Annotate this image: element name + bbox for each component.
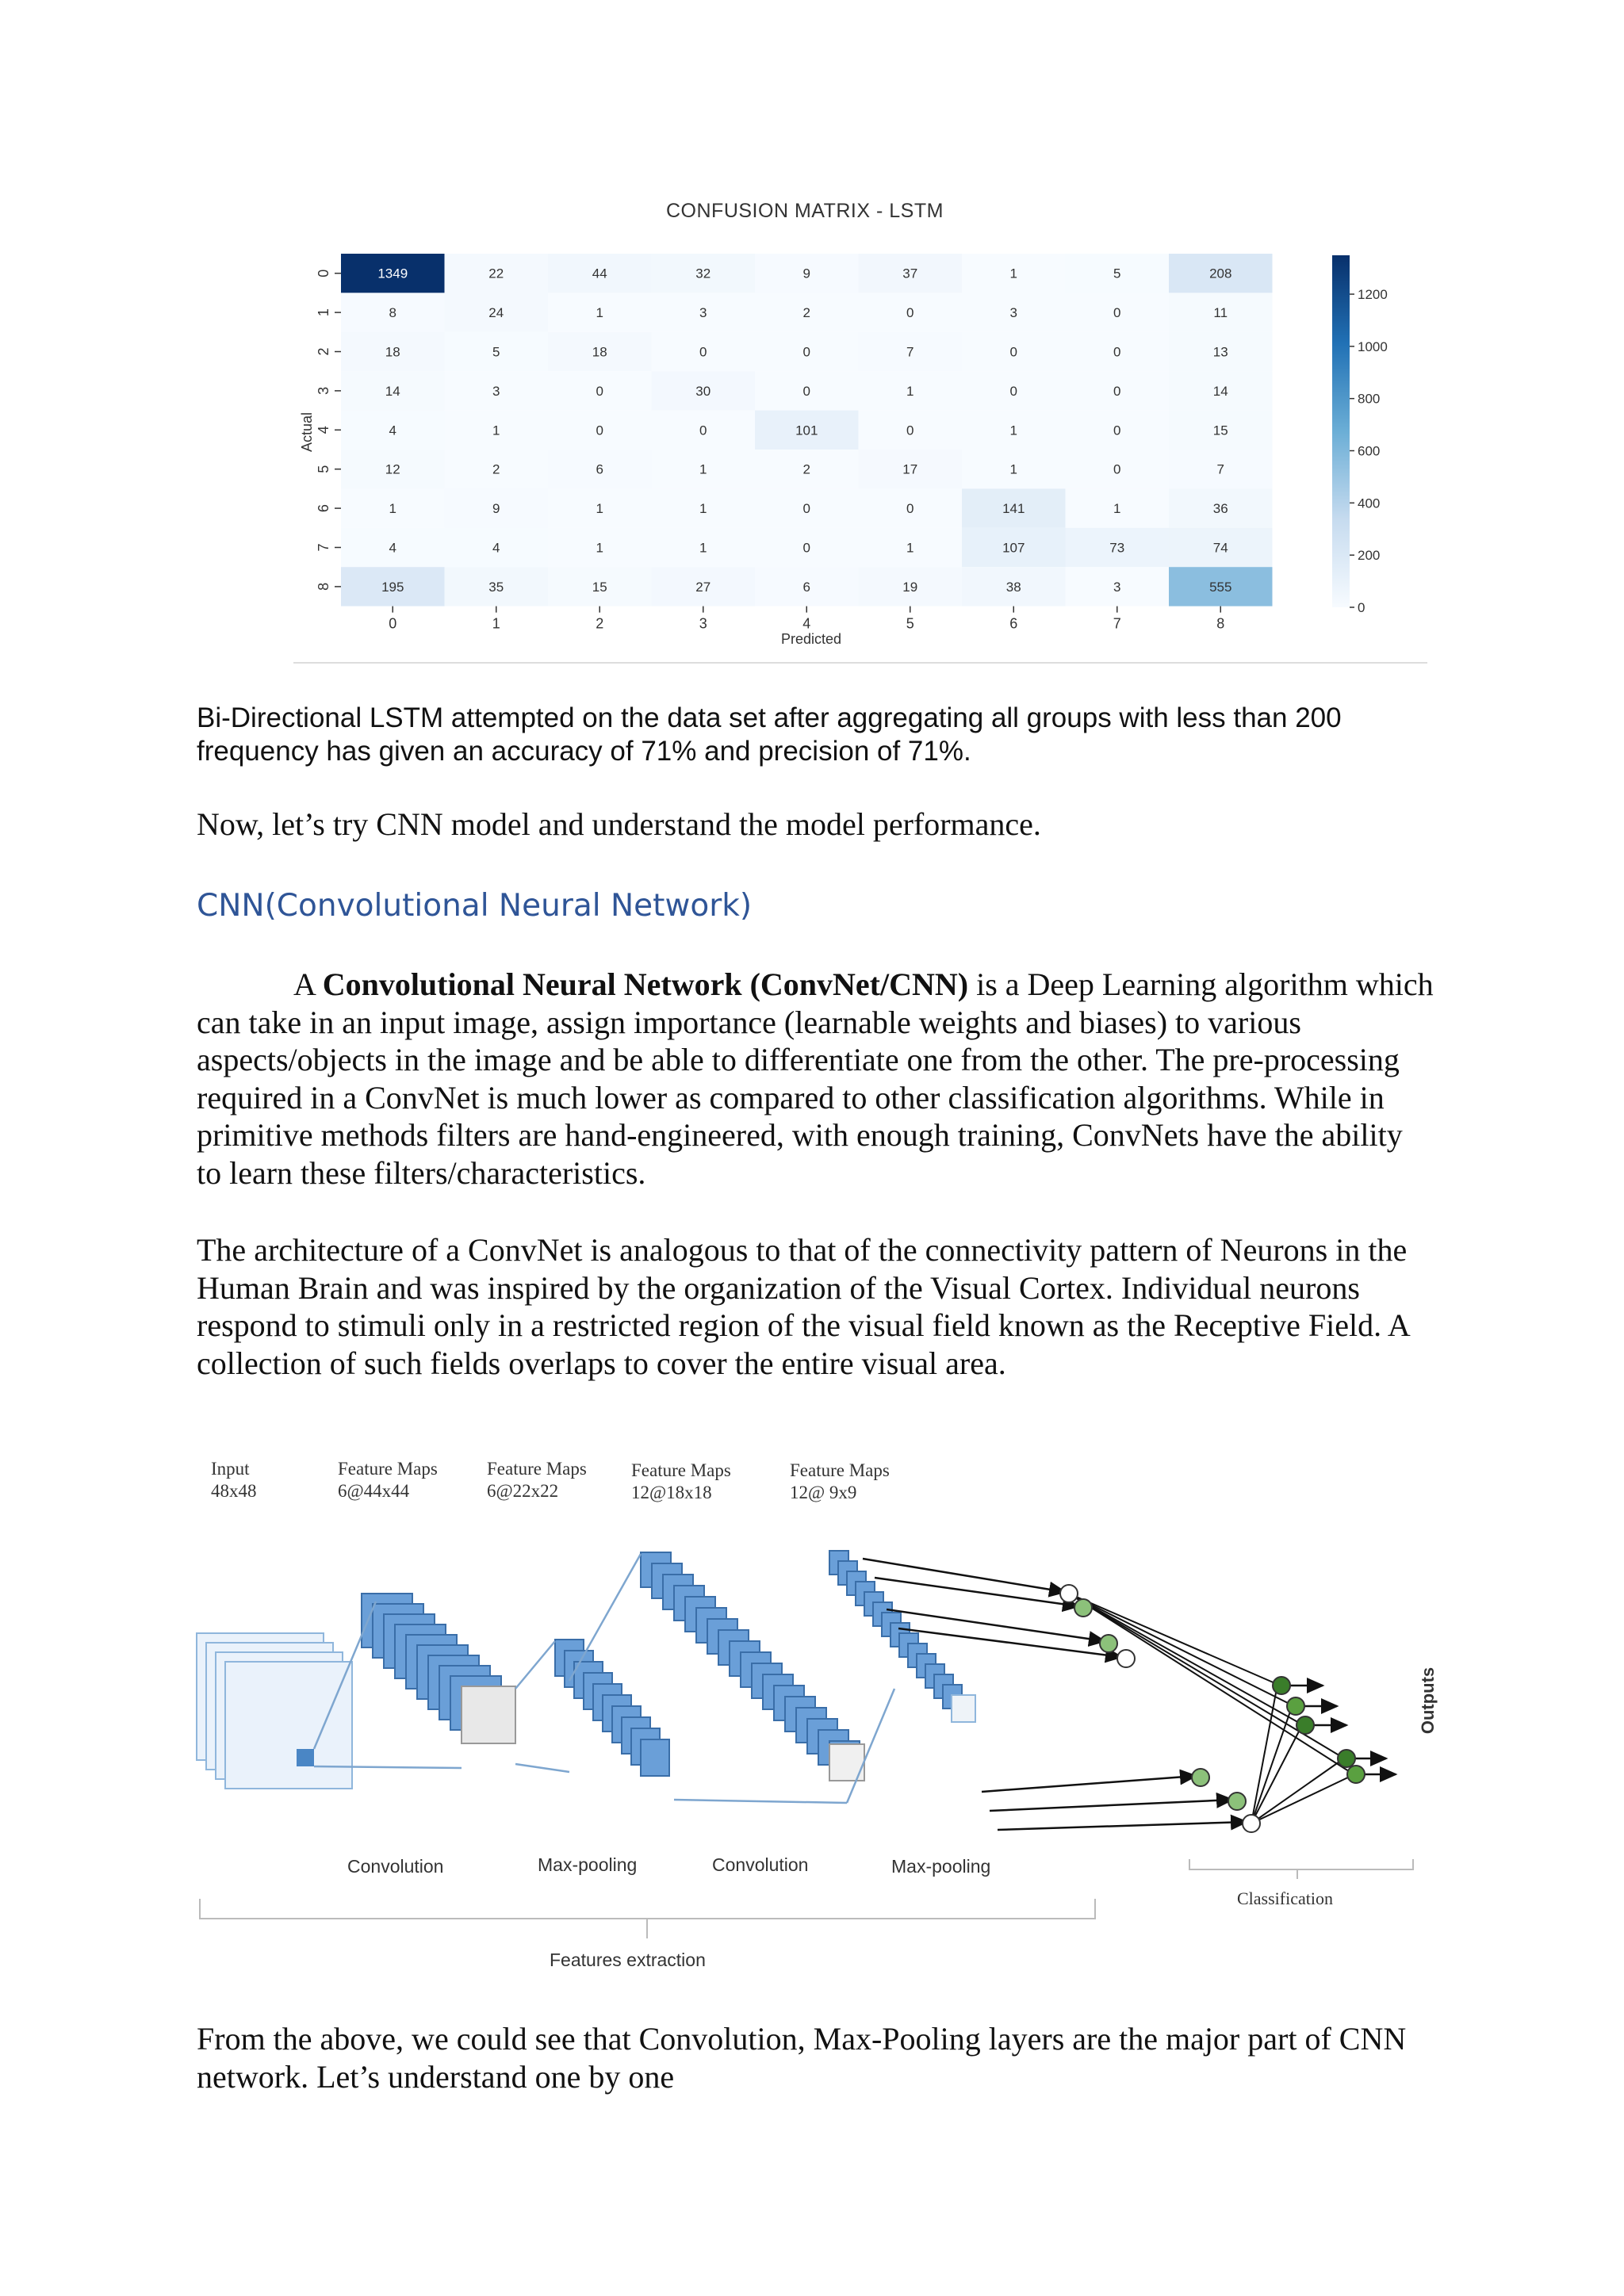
classification-bracket [1189,1859,1413,1869]
y-tick-label-2: 2 [316,347,331,356]
fan-line-6 [1251,1709,1291,1823]
neuron-6 [1243,1815,1260,1832]
x-tick-label-3: 3 [699,615,707,632]
y-tick-label-4: 4 [316,426,331,434]
cell-value-5-2: 6 [596,461,603,477]
colorbar-tick-label-6: 1200 [1358,287,1388,303]
cell-value-8-4: 6 [802,579,810,595]
conn-line-4 [569,1554,641,1681]
cnn-term: Convolutional Neural Network (ConvNet/CNN) [322,966,969,1002]
arrow-0 [863,1559,1065,1592]
layer-size-fm3: 12@18x18 [631,1483,712,1502]
cell-value-6-0: 1 [389,501,396,517]
cell-value-6-4: 0 [802,501,810,517]
cell-value-0-1: 22 [488,266,504,281]
arrow-1 [875,1578,1078,1606]
cell-value-4-1: 1 [492,423,500,438]
cell-value-1-5: 0 [906,305,914,321]
neuron-9 [1297,1716,1314,1734]
cnn-architecture-diagram [197,1451,1438,1990]
cell-value-0-5: 37 [902,266,918,281]
cell-value-2-0: 18 [385,344,400,360]
cell-value-3-7: 0 [1113,383,1121,399]
y-tick-label-7: 7 [316,543,331,552]
x-tick-label-2: 2 [596,615,604,632]
neuron-1 [1074,1599,1092,1617]
layer-size-fm2: 6@22x22 [487,1481,559,1501]
cell-value-4-5: 0 [906,423,914,438]
input-map-3 [225,1662,352,1789]
cell-value-3-8: 14 [1212,383,1228,399]
cell-value-7-1: 4 [492,540,500,556]
x-tick-label-0: 0 [389,615,397,632]
layer-size-input: 48x48 [211,1481,257,1501]
cell-value-0-0: 1349 [377,266,408,281]
cell-value-4-0: 4 [389,423,396,438]
y-axis-label: Actual [299,411,315,453]
arrow-4 [982,1776,1196,1792]
cell-value-0-6: 1 [1009,266,1017,281]
y-tick-label-0: 0 [316,269,331,277]
x-tick-label-5: 5 [906,615,914,632]
cell-value-5-5: 17 [902,461,918,477]
cell-value-2-5: 7 [906,344,914,360]
cell-value-6-8: 36 [1212,501,1228,517]
cell-value-6-7: 1 [1113,501,1121,517]
cell-value-2-2: 18 [592,344,607,360]
neuron-2 [1100,1635,1117,1652]
confusion-matrix-chart [285,238,1443,666]
fm1-last-map [462,1686,515,1743]
x-tick-label-8: 8 [1216,615,1225,632]
input-receptive-field [297,1749,314,1766]
cell-value-0-8: 208 [1209,266,1232,281]
cell-value-2-6: 0 [1009,344,1017,360]
cell-value-1-4: 2 [802,305,810,321]
cell-value-6-3: 1 [699,501,707,517]
cell-value-4-7: 0 [1113,423,1121,438]
arrow-2 [887,1609,1105,1641]
cnn-definition-paragraph [197,966,1434,1192]
conn-line-2 [515,1764,569,1772]
outro-text: From the above, we could see that Convolution, Max-Pooling layers are the major part of CNN network. Let’s understand one by one [197,2021,1407,2095]
cell-value-5-1: 2 [492,461,500,477]
cell-value-8-3: 27 [695,579,711,595]
cell-value-4-3: 0 [699,423,707,438]
cell-value-5-4: 2 [802,461,810,477]
cell-value-3-0: 14 [385,383,400,399]
colorbar-tick-label-3: 600 [1358,443,1381,459]
cell-value-5-3: 1 [699,461,707,477]
confusion-matrix-y-ticks [316,270,341,591]
cell-value-8-5: 19 [902,579,918,595]
cell-value-6-2: 1 [596,501,603,517]
cell-value-3-6: 0 [1009,383,1017,399]
y-tick-label-8: 8 [316,582,331,591]
stage-label-convolution-1: Convolution [347,1856,444,1877]
cell-value-5-7: 0 [1113,461,1121,477]
cell-value-7-6: 107 [1002,540,1025,556]
cell-value-1-2: 1 [596,305,603,321]
cell-value-8-2: 15 [592,579,607,595]
cell-value-3-5: 1 [906,383,914,399]
cell-value-5-8: 7 [1216,461,1224,477]
cell-value-8-8: 555 [1209,579,1232,595]
fm2-map-9 [641,1739,669,1776]
cell-value-6-1: 9 [492,501,500,517]
lstm-caption: Bi-Directional LSTM attempted on the data set after aggregating all groups with less than 200 frequency has given an accuracy of 71% and precision of 71%. [197,702,1342,767]
architecture-paragraph: The architecture of a ConvNet is analogous to that of the connectivity pattern of Neurons in the Human Brain and was inspired by the organization of the Visual Cortex. Individual neurons respond to stimuli only in a restricted region of the visual field known as the Receptive Field. A collection of such fields overlaps to cover the entire visual area. [197,1232,1409,1381]
cell-value-7-2: 1 [596,540,603,556]
cell-value-3-3: 30 [695,383,711,399]
features-extraction-label: Features extraction [550,1950,706,1970]
colorbar-tick-label-0: 0 [1358,600,1365,615]
conn-line-5 [674,1800,847,1803]
cell-value-3-1: 3 [492,383,500,399]
arrow-5 [990,1800,1232,1811]
neuron-10 [1338,1750,1355,1767]
conn-line-3 [515,1641,555,1689]
neuron-11 [1347,1766,1365,1783]
cell-value-1-8: 11 [1213,305,1228,321]
layer-label-fm1: Feature Maps [338,1459,438,1479]
x-tick-label-6: 6 [1009,615,1018,632]
cell-value-0-2: 44 [592,266,607,281]
cell-value-4-4: 101 [795,423,818,438]
fan-line-2 [1069,1594,1300,1724]
colorbar-tick-label-1: 200 [1358,548,1381,564]
cell-value-8-7: 3 [1113,579,1121,595]
cell-value-4-8: 15 [1212,423,1228,438]
y-tick-label-1: 1 [316,308,331,317]
cell-value-6-6: 141 [1002,501,1025,517]
confusion-matrix-cells [341,254,1273,607]
x-tick-label-7: 7 [1113,615,1121,632]
neuron-0 [1060,1585,1078,1602]
x-tick-label-4: 4 [802,615,811,632]
layer-label-fm2: Feature Maps [487,1459,587,1479]
colorbar-tick-label-4: 800 [1358,391,1381,407]
confusion-matrix-title: CONFUSION MATRIX - LSTM [666,200,944,222]
neuron-5 [1228,1793,1246,1810]
cell-value-4-6: 1 [1009,423,1017,438]
feature-map-stacks [197,1551,975,1789]
section-heading: CNN(Convolutional Neural Network) [197,888,753,924]
cell-value-1-0: 8 [389,305,396,321]
stage-label-maxpool-2: Max-pooling [891,1856,991,1877]
layer-label-input: Input [211,1459,250,1479]
cell-value-0-7: 5 [1113,266,1121,281]
cell-value-7-3: 1 [699,540,707,556]
para1-body: is a Deep Learning algorithm which can take in an input image, assign importance (learnable weights and biases) to various aspects/objects in the image and be able to differentiate one from the other. The pre-processing required in a ConvNet is much lower as compared to other classification algorithms. While in primitive methods filters are hand-engineered, with enough training, ConvNets have the ability to learn these filters/characteristics. [197,966,1434,1191]
cell-value-1-3: 3 [699,305,707,321]
cell-value-8-0: 195 [381,579,404,595]
cell-value-2-7: 0 [1113,344,1121,360]
layer-label-fm4: Feature Maps [790,1460,890,1480]
fan-line-8 [1251,1760,1342,1823]
y-tick-label-5: 5 [316,465,331,473]
layer-label-fm3: Feature Maps [631,1460,731,1480]
cell-value-4-2: 0 [596,423,603,438]
layer-size-fm4: 12@ 9x9 [790,1483,857,1502]
cell-value-3-2: 0 [596,383,603,399]
neuron-7 [1273,1677,1290,1694]
fan-line-4 [1069,1594,1351,1773]
cell-value-7-7: 73 [1109,540,1125,556]
cell-value-0-3: 32 [695,266,711,281]
arrow-3 [898,1628,1121,1657]
fan-line-0 [1069,1594,1277,1684]
colorbar-tick-label-2: 400 [1358,496,1381,511]
features-bracket [200,1899,1095,1919]
cell-value-1-1: 24 [488,305,504,321]
cell-value-2-8: 13 [1212,344,1228,360]
cell-value-6-5: 0 [906,501,914,517]
neuron-8 [1287,1697,1304,1715]
cell-value-8-1: 35 [488,579,504,595]
neuron-4 [1192,1769,1209,1786]
cell-value-1-7: 0 [1113,305,1121,321]
cell-value-7-4: 0 [802,540,810,556]
cell-value-5-6: 1 [1009,461,1017,477]
arrow-6 [998,1822,1247,1830]
cell-value-1-6: 3 [1009,305,1017,321]
intro-text: Now, let’s try CNN model and understand the model performance. [197,806,1041,842]
y-tick-label-6: 6 [316,504,331,513]
cell-value-2-3: 0 [699,344,707,360]
cell-value-2-4: 0 [802,344,810,360]
neuron-3 [1117,1650,1135,1667]
layer-size-fm1: 6@44x44 [338,1481,410,1501]
cell-value-5-0: 12 [385,461,400,477]
cell-value-2-1: 5 [492,344,500,360]
cell-value-0-4: 9 [802,266,810,281]
stage-label-convolution-2: Convolution [712,1854,809,1875]
x-tick-label-1: 1 [492,615,500,632]
fan-line-7 [1251,1728,1300,1823]
fm4-last-map [952,1695,975,1722]
fan-line-5 [1251,1689,1277,1823]
fan-line-9 [1251,1776,1351,1823]
cell-value-7-0: 4 [389,540,396,556]
colorbar [1332,255,1350,607]
colorbar-tick-label-5: 1000 [1358,339,1388,354]
colorbar-ticks [1350,287,1388,615]
stage-label-maxpool-1: Max-pooling [538,1854,638,1875]
y-tick-label-3: 3 [316,386,331,395]
cell-value-7-5: 1 [906,540,914,556]
para1-prefix: A [293,966,323,1002]
outputs-label: Outputs [1418,1667,1438,1735]
cell-value-3-4: 0 [802,383,810,399]
x-axis-label: Predicted [780,631,842,647]
cell-value-7-8: 74 [1212,540,1228,556]
confusion-matrix-x-ticks [389,607,1224,632]
cell-value-8-6: 38 [1005,579,1021,595]
classification-label: Classification [1237,1888,1333,1908]
